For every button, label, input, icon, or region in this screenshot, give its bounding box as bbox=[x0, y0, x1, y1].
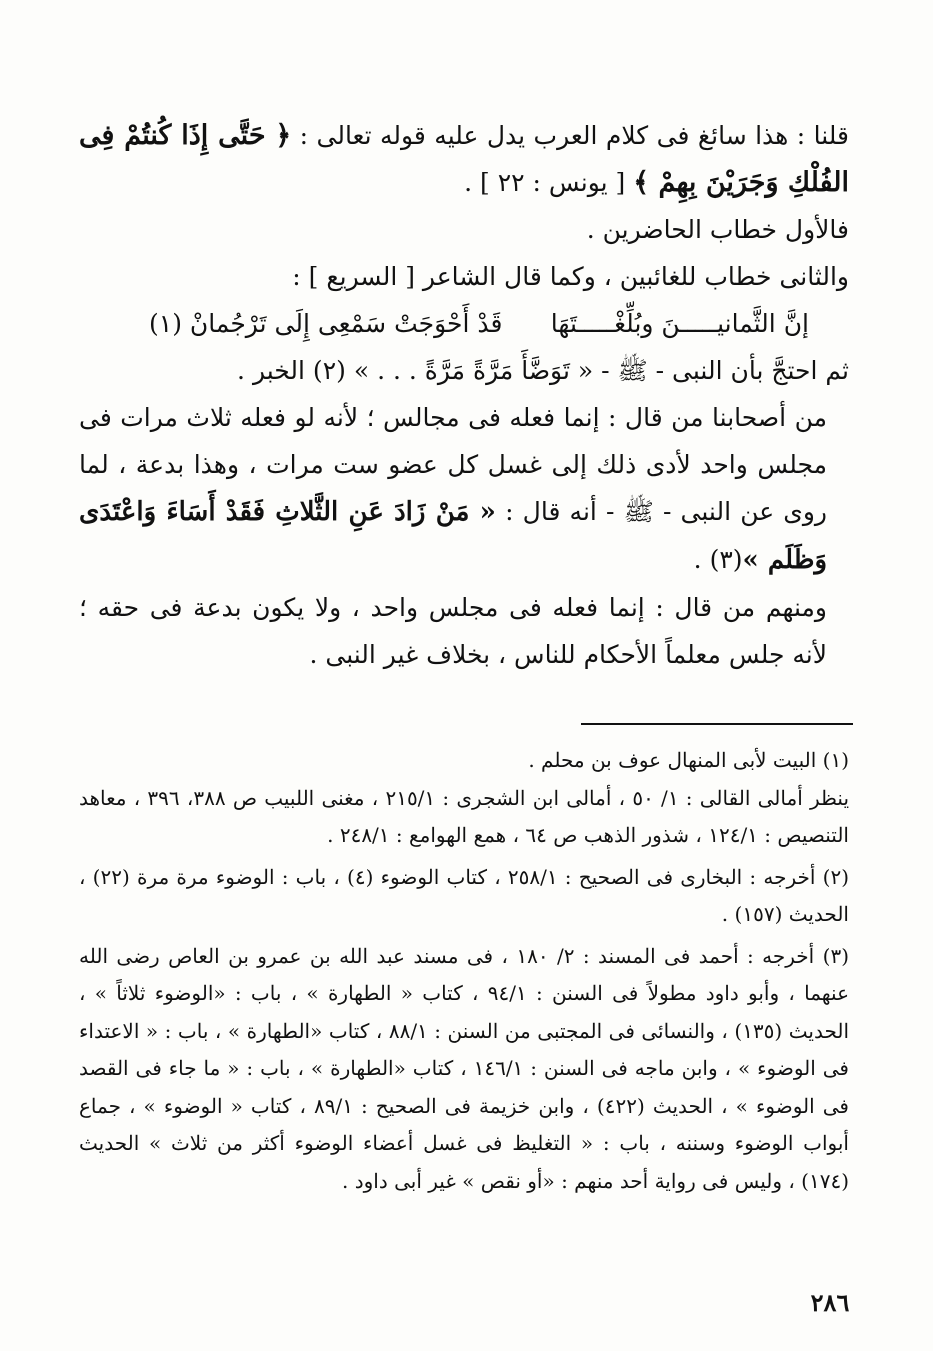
footnote-2: (٢) أخرجه : البخارى فى الصحيح : ٢٥٨/١ ، كتاب الوضوء (٤) ، باب : الوضوء مرة مرة (٢٢) ، الحديث (١٥٧) . bbox=[79, 864, 849, 926]
footnote-ref: (٣) . bbox=[693, 545, 743, 574]
paragraph-text: من أصحابنا من قال : إنما فعله فى مجالس ؛ لأنه لو فعله ثلاث مرات فى مجلس واحد لأدى ذلك إلى غسل كل عضو ست مرات ، وهذا بدعة ، لما روى عن النبى - ﷺ - أنه قال : bbox=[79, 403, 828, 526]
footnote-3: (٣) أخرجه : أحمد فى المسند : ٢/ ١٨٠ ، فى مسند عبد الله بن عمرو بن العاص رضى الله عنهما ، وأبو داود مطولاً فى السنن : ٩٤/١ ، كتاب « الطهارة » ، باب : «الوضوء ثلاثاً » ، الحديث (١٣٥) ، والنسائى فى المجتبى من السنن : ٨٨/١ ، كتاب «الطهارة » ، باب : « الاعتداء فى الوضوء » ، وابن ماجه فى السنن : ١٤٦/١ ، كتاب «الطهارة » ، باب : « ما جاء فى القصد فى الوضوء » ، الحديث (٤٢٢) ، وابن خزيمة فى الصحيح : ٨٩/١ ، كتاب « الوضوء » ، جماع أبواب الوضوء وسننه ، باب : « التغليظ فى غسل أعضاء الوضوء أكثر من ثلاث » الحديث (١٧٤) ، وليس فى رواية أحد منهم : «أو نقص » غير أبى داود . bbox=[79, 943, 849, 1193]
footnote-separator bbox=[581, 723, 853, 725]
verse-first-hemistich: إنَّ الثَّمانيـــــنَ وبُلِّغْـــــتَهَا bbox=[550, 309, 809, 338]
verse-reference: [ يونس : ٢٢ ] . bbox=[464, 168, 634, 197]
paragraph-quran-citation bbox=[79, 112, 849, 206]
hadith-quote: « مَنْ زَادَ عَنِ الثَّلاثِ فَقَدْ أَسَاءَ وَاعْتَدَى وَظَلَم » bbox=[79, 497, 827, 575]
paragraph-companions-opinion bbox=[79, 394, 849, 584]
paragraph-first-address: فالأول خطاب الحاضرين . bbox=[586, 215, 849, 244]
quran-verse: ﴿ حَتَّى إِذَا كُنتُمْ فِى الفُلْكِ وَجَرَيْنَ بِهِمْ ﴾ bbox=[79, 120, 849, 198]
footnote-1: (١) البيت لأبى المنهال عوف بن محلم . bbox=[528, 748, 849, 772]
main-text bbox=[79, 112, 849, 678]
page-number: ٢٨٦ bbox=[810, 1288, 850, 1317]
paragraph-second-address: والثانى خطاب للغائبين ، وكما قال الشاعر [ السريع ] : bbox=[292, 262, 849, 291]
footnote-1-sources: ينظر أمالى القالى : ١/ ٥٠ ، أمالى ابن الشجرى : ٢١٥/١ ، مغنى اللبيب ص ٣٨٨، ٣٩٦ ، معاهد التنصيص : ١٢٤/١ ، شذور الذهب ص ٦٤ ، همع الهوامع : ٢٤٨/١ . bbox=[79, 785, 850, 847]
verse-second-hemistich: قَدْ أَحْوَجَتْ سَمْعِى إِلَى تَرْجُمانْ (١) bbox=[149, 309, 503, 338]
footnotes bbox=[79, 742, 849, 1200]
poem-verse bbox=[79, 300, 849, 347]
paragraph-other-opinion: ومنهم من قال : إنما فعله فى مجلس واحد ، ولا يكون بدعة فى حقه ؛ لأنه جلس معلماً الأحكام للناس ، بخلاف غير النبى . bbox=[79, 593, 827, 669]
paragraph-prophet-ablution: ثم احتجَّ بأن النبى - ﷺ - « تَوَضَّأَ مَرَّةً مَرَّةً . . . » (٢) الخبر . bbox=[237, 356, 849, 385]
paragraph-text: قلنا : هذا سائغ فى كلام العرب يدل عليه قوله تعالى : bbox=[291, 121, 849, 150]
